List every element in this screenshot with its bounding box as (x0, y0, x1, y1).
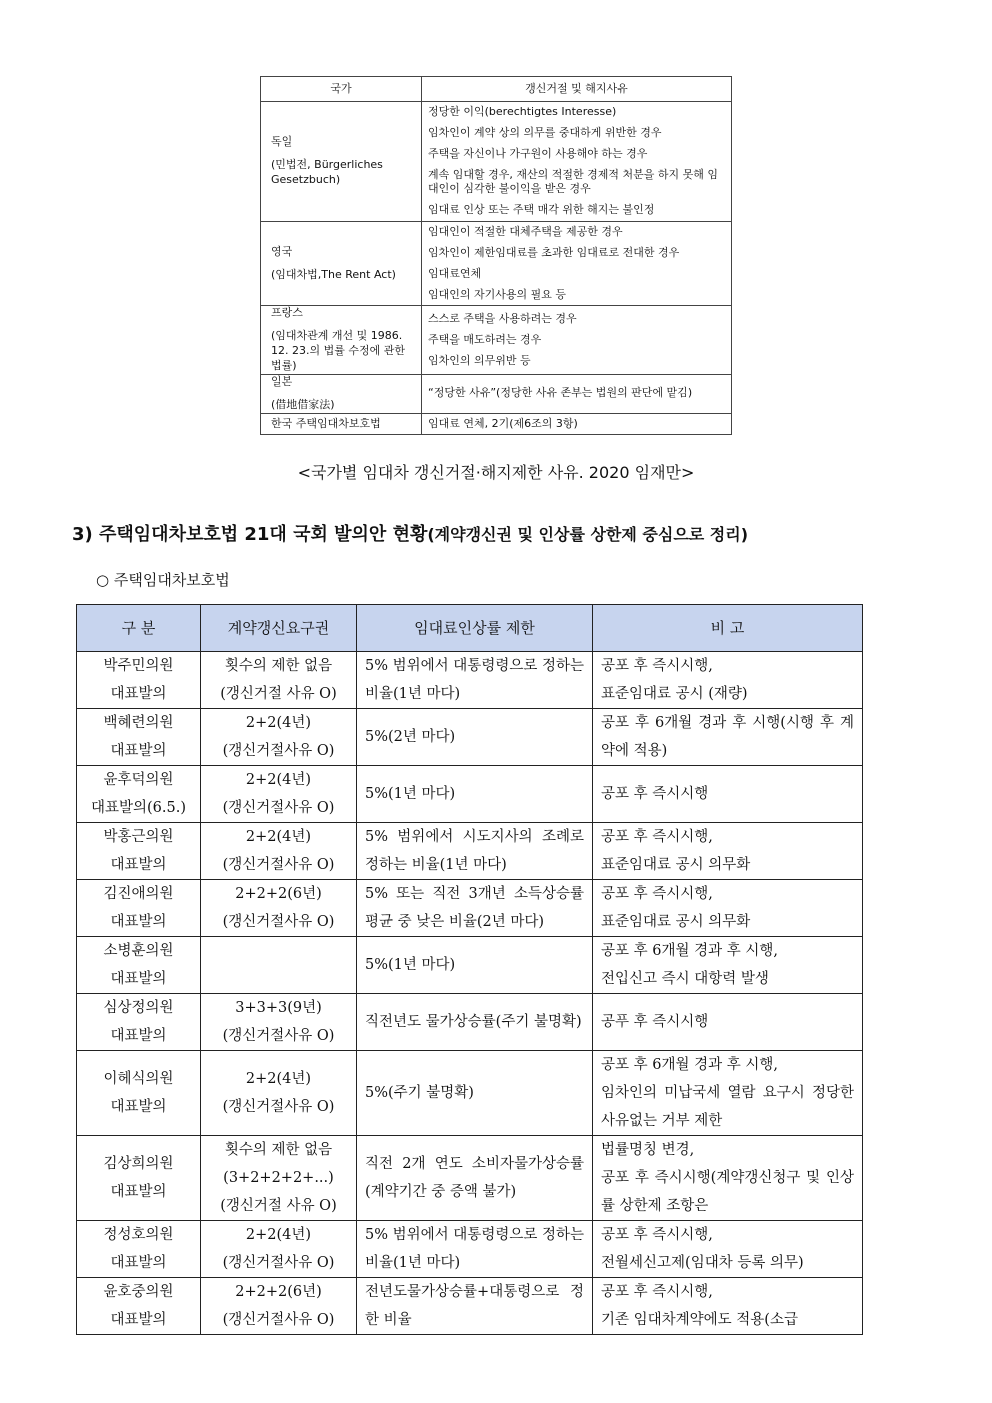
limit-cell (357, 823, 593, 880)
proposer-cell (77, 994, 201, 1051)
proposer-line: 대표발의 (110, 971, 167, 987)
country-cell (261, 374, 422, 413)
limit-text: 직전년도 물가상승률(주기 불명확) (365, 1014, 582, 1030)
note-line: 공포 후 6개월 경과 후 시행(시행 후 계약에 적용) (601, 715, 854, 759)
proposer-cell (77, 766, 201, 823)
note-cell (593, 1051, 863, 1136)
bills-table-body (77, 652, 863, 1335)
limit-text: 5% 범위에서 대통령령으로 정하는 비율(1년 마다) (365, 1227, 584, 1271)
proposer-cell (77, 823, 201, 880)
reasons-cell (422, 306, 732, 374)
section-heading (72, 520, 748, 546)
renewal-line: (갱신거절사유 O) (222, 914, 335, 930)
bills-header-row (77, 605, 863, 652)
bills-table (76, 604, 863, 1335)
renewal-line: (갱신거절사유 O) (222, 857, 335, 873)
renewal-line: 2+2+2(6년) (235, 886, 322, 902)
reason-item: 계속 임대할 경우, 재산의 적절한 경제적 처분을 하지 못해 임대인이 심각한 불이익을 받은 경우 (428, 167, 718, 196)
proposer-cell (77, 1221, 201, 1278)
proposer-line: 대표발의 (110, 1099, 167, 1115)
note-cell (593, 880, 863, 937)
reason-item: 임대료 인상 또는 주택 매각 위한 해지는 불인정 (428, 203, 655, 217)
renewal-line: 2+2(4년) (245, 829, 312, 845)
renewal-line: 2+2(4년) (245, 1227, 312, 1243)
reasons-cell (422, 222, 732, 306)
renewal-cell (201, 1051, 357, 1136)
renewal-line: 2+2(4년) (245, 1071, 312, 1087)
reason-item: 임대인이 적절한 대체주택을 제공한 경우 (428, 225, 623, 239)
limit-text: 5% 범위에서 시도지사의 조례로 정하는 비율(1년 마다) (365, 829, 584, 873)
country-cell (261, 222, 422, 306)
section-title: 3) 주택임대차보호법 21대 국회 발의안 현황 (72, 524, 428, 545)
limit-text: 5% 범위에서 대통령령으로 정하는 비율(1년 마다) (365, 658, 584, 702)
reason-item: 임대료연체 (428, 266, 482, 280)
law-name: ○ 주택임대차보호법 (96, 571, 230, 589)
limit-cell (357, 652, 593, 709)
reason-item: 주택을 매도하려는 경우 (428, 332, 542, 346)
renewal-cell (201, 766, 357, 823)
country-comparison-table (260, 76, 732, 435)
renewal-line: (갱신거절사유 O) (222, 1099, 335, 1115)
reasons-cell (422, 374, 732, 413)
note-line: 표준임대료 공시 의무화 (601, 914, 751, 930)
note-cell (593, 1136, 863, 1221)
header-country: 국가 (261, 77, 422, 102)
bill-row (77, 937, 863, 994)
country-cell (261, 413, 422, 435)
limit-cell (357, 937, 593, 994)
country-cell (261, 102, 422, 222)
renewal-line: (갱신거절사유 O) (222, 1312, 335, 1328)
limit-cell (357, 1278, 593, 1335)
bill-row (77, 1278, 863, 1335)
renewal-cell (201, 1278, 357, 1335)
proposer-line: 대표발의 (110, 1255, 167, 1271)
limit-text: 5%(주기 불명확) (365, 1085, 474, 1101)
note-line: 공포 후 6개월 경과 후 시행, (601, 943, 778, 959)
bill-row (77, 1221, 863, 1278)
renewal-line: (갱신거절 사유 O) (220, 686, 337, 702)
reasons-cell (422, 413, 732, 435)
limit-cell (357, 709, 593, 766)
renewal-cell (201, 709, 357, 766)
header-note: 비 고 (593, 605, 863, 652)
country-text: (민법전, Bürgerliches Gesetzbuch) (271, 158, 383, 186)
bill-row (77, 709, 863, 766)
proposer-line: 심상정의원 (103, 1000, 174, 1016)
proposer-line: 박주민의원 (103, 658, 174, 674)
limit-cell (357, 880, 593, 937)
note-cell (593, 766, 863, 823)
renewal-line: (갱신거절사유 O) (222, 1028, 335, 1044)
bill-row (77, 880, 863, 937)
proposer-line: 대표발의(6.5.) (90, 800, 186, 816)
proposer-line: 대표발의 (110, 686, 167, 702)
bill-row (77, 1136, 863, 1221)
proposer-line: 대표발의 (110, 857, 167, 873)
limit-cell (357, 994, 593, 1051)
note-line: 공푸 후 즉시시행 (601, 1014, 709, 1030)
note-line: 전입신고 즉시 대항력 발생 (601, 971, 769, 987)
proposer-line: 윤후덕의원 (103, 772, 174, 788)
proposer-line: 대표발의 (110, 1312, 167, 1328)
note-line: 공포 후 즉시시행(계약갱신청구 및 인상률 상한제 조항은 (601, 1170, 854, 1214)
limit-text: 5%(1년 마다) (365, 786, 456, 802)
country-text: 일본 (271, 374, 293, 388)
renewal-cell (201, 937, 357, 994)
renewal-cell (201, 1221, 357, 1278)
renewal-line: (갱신거절사유 O) (222, 800, 335, 816)
note-line: 공포 후 즉시시행, (601, 829, 713, 845)
limit-cell (357, 1221, 593, 1278)
renewal-cell (201, 823, 357, 880)
country-text: 독일 (271, 135, 293, 149)
note-cell (593, 1221, 863, 1278)
top-table-header-row (261, 77, 732, 102)
reason-item: 임차인의 의무위반 등 (428, 353, 531, 367)
proposer-cell (77, 937, 201, 994)
limit-text: 5%(2년 마다) (365, 729, 456, 745)
proposer-cell (77, 1278, 201, 1335)
note-line: 공포 후 즉시시행, (601, 658, 713, 674)
country-row (261, 374, 732, 413)
renewal-line: 2+2(4년) (245, 715, 312, 731)
proposer-line: 대표발의 (110, 914, 167, 930)
country-text: (借地借家法) (271, 397, 335, 411)
country-text: 영국 (271, 244, 293, 258)
header-renewal-right: 계약갱신요구권 (201, 605, 357, 652)
note-line: 법률명칭 변경, (601, 1142, 695, 1158)
reason-item: 임차인이 제한임대료를 초과한 임대료로 전대한 경우 (428, 245, 680, 259)
top-table-body (261, 102, 732, 435)
country-text: 프랑스 (271, 306, 303, 320)
proposer-line: 대표발의 (110, 743, 167, 759)
bill-row (77, 994, 863, 1051)
note-line: 공포 후 6개월 경과 후 시행, (601, 1057, 778, 1073)
proposer-line: 김진애의원 (103, 886, 174, 902)
renewal-line: (갱신거절 사유 O) (220, 1198, 337, 1214)
proposer-line: 정성호의원 (103, 1227, 174, 1243)
country-cell (261, 306, 422, 374)
proposer-line: 대표발의 (110, 1184, 167, 1200)
note-cell (593, 937, 863, 994)
country-row (261, 413, 732, 435)
proposer-line: 이헤식의원 (103, 1071, 174, 1087)
limit-text: 직전 2개 연도 소비자물가상승률(계약기간 중 증액 불가) (365, 1156, 584, 1200)
proposer-cell (77, 880, 201, 937)
note-cell (593, 652, 863, 709)
header-rent-increase-limit: 임대료인상률 제한 (357, 605, 593, 652)
table-caption: <국가별 임대차 갱신거절·해지제한 사유. 2020 임재만> (297, 463, 695, 482)
proposer-line: 대표발의 (110, 1028, 167, 1044)
limit-cell (357, 766, 593, 823)
proposer-cell (77, 1136, 201, 1221)
limit-text: 5% 또는 직전 3개년 소득상승률 평균 중 낮은 비율(2년 마다) (365, 886, 584, 930)
reason-item: 정당한 이익(berechtigtes Interesse) (428, 105, 617, 118)
proposer-cell (77, 652, 201, 709)
renewal-line: 횟수의 제한 없음 (224, 658, 333, 674)
bill-row (77, 766, 863, 823)
country-text: (임대차관계 개선 및 1986. 12. 23.의 법률 수정에 관한 법률) (271, 329, 405, 372)
renewal-line: 2+2+2(6년) (235, 1284, 322, 1300)
note-line: 표준임대료 공시 의무화 (601, 857, 751, 873)
country-text: 한국 주택임대차보호법 (271, 416, 381, 430)
reasons-cell (422, 102, 732, 222)
header-reasons: 갱신거절 및 해지사유 (422, 77, 732, 102)
renewal-line: (갱신거절사유 O) (222, 1255, 335, 1271)
section-subtitle: (계약갱신권 및 인상률 상한제 중심으로 정리) (427, 525, 749, 544)
renewal-line: (갱신거절사유 O) (222, 743, 335, 759)
bill-row (77, 823, 863, 880)
reason-item: 임차인이 계약 상의 의무를 중대하게 위반한 경우 (428, 125, 662, 139)
proposer-line: 박홍근의원 (103, 829, 174, 845)
renewal-line: (3+2+2+2+...) (223, 1170, 334, 1186)
proposer-cell (77, 1051, 201, 1136)
note-line: 표준임대료 공시 (재량) (601, 686, 748, 702)
proposer-line: 소병훈의원 (103, 943, 174, 959)
note-cell (593, 1278, 863, 1335)
proposer-cell (77, 709, 201, 766)
note-line: 공포 후 즉시시행 (601, 786, 709, 802)
country-row (261, 102, 732, 222)
renewal-cell (201, 880, 357, 937)
country-row (261, 222, 732, 306)
renewal-cell (201, 652, 357, 709)
header-proposer: 구 분 (77, 605, 201, 652)
reason-item: 스스로 주택을 사용하려는 경우 (428, 311, 577, 325)
limit-cell (357, 1051, 593, 1136)
bill-row (77, 652, 863, 709)
note-cell (593, 994, 863, 1051)
reason-item: 주택을 자신이나 가구원이 사용해야 하는 경우 (428, 146, 648, 160)
country-row (261, 306, 732, 374)
note-line: 전월세신고제(임대차 등록 의무) (601, 1255, 804, 1271)
note-line: 기존 임대차계약에도 적용(소급 (601, 1312, 798, 1328)
limit-text: 5%(1년 마다) (365, 957, 456, 973)
note-line: 임차인의 미납국세 열람 요구시 정당한 사유없는 거부 제한 (601, 1085, 854, 1129)
bill-row (77, 1051, 863, 1136)
reason-item: 임대료 연체, 2기(제6조의 3항) (428, 416, 578, 430)
reason-item: 임대인의 자기사용의 필요 등 (428, 287, 567, 301)
limit-text: 전년도물가상승률+대통령으로 정한 비율 (365, 1284, 584, 1328)
proposer-line: 김상희의원 (103, 1156, 174, 1172)
note-line: 공포 후 즉시시행, (601, 1227, 713, 1243)
renewal-line: 3+3+3(9년) (235, 1000, 322, 1016)
country-text: (임대차법,The Rent Act) (271, 267, 396, 281)
note-cell (593, 709, 863, 766)
renewal-line: 횟수의 제한 없음 (224, 1142, 333, 1158)
reason-item: “정당한 사유”(정당한 사유 존부는 법원의 판단에 맡김) (428, 386, 693, 400)
limit-cell (357, 1136, 593, 1221)
proposer-line: 백혜련의원 (103, 715, 174, 731)
renewal-line: 2+2(4년) (245, 772, 312, 788)
note-cell (593, 823, 863, 880)
renewal-cell (201, 1136, 357, 1221)
proposer-line: 윤호중의원 (103, 1284, 174, 1300)
renewal-cell (201, 994, 357, 1051)
note-line: 공포 후 즉시시행, (601, 886, 713, 902)
note-line: 공포 후 즉시시행, (601, 1284, 713, 1300)
